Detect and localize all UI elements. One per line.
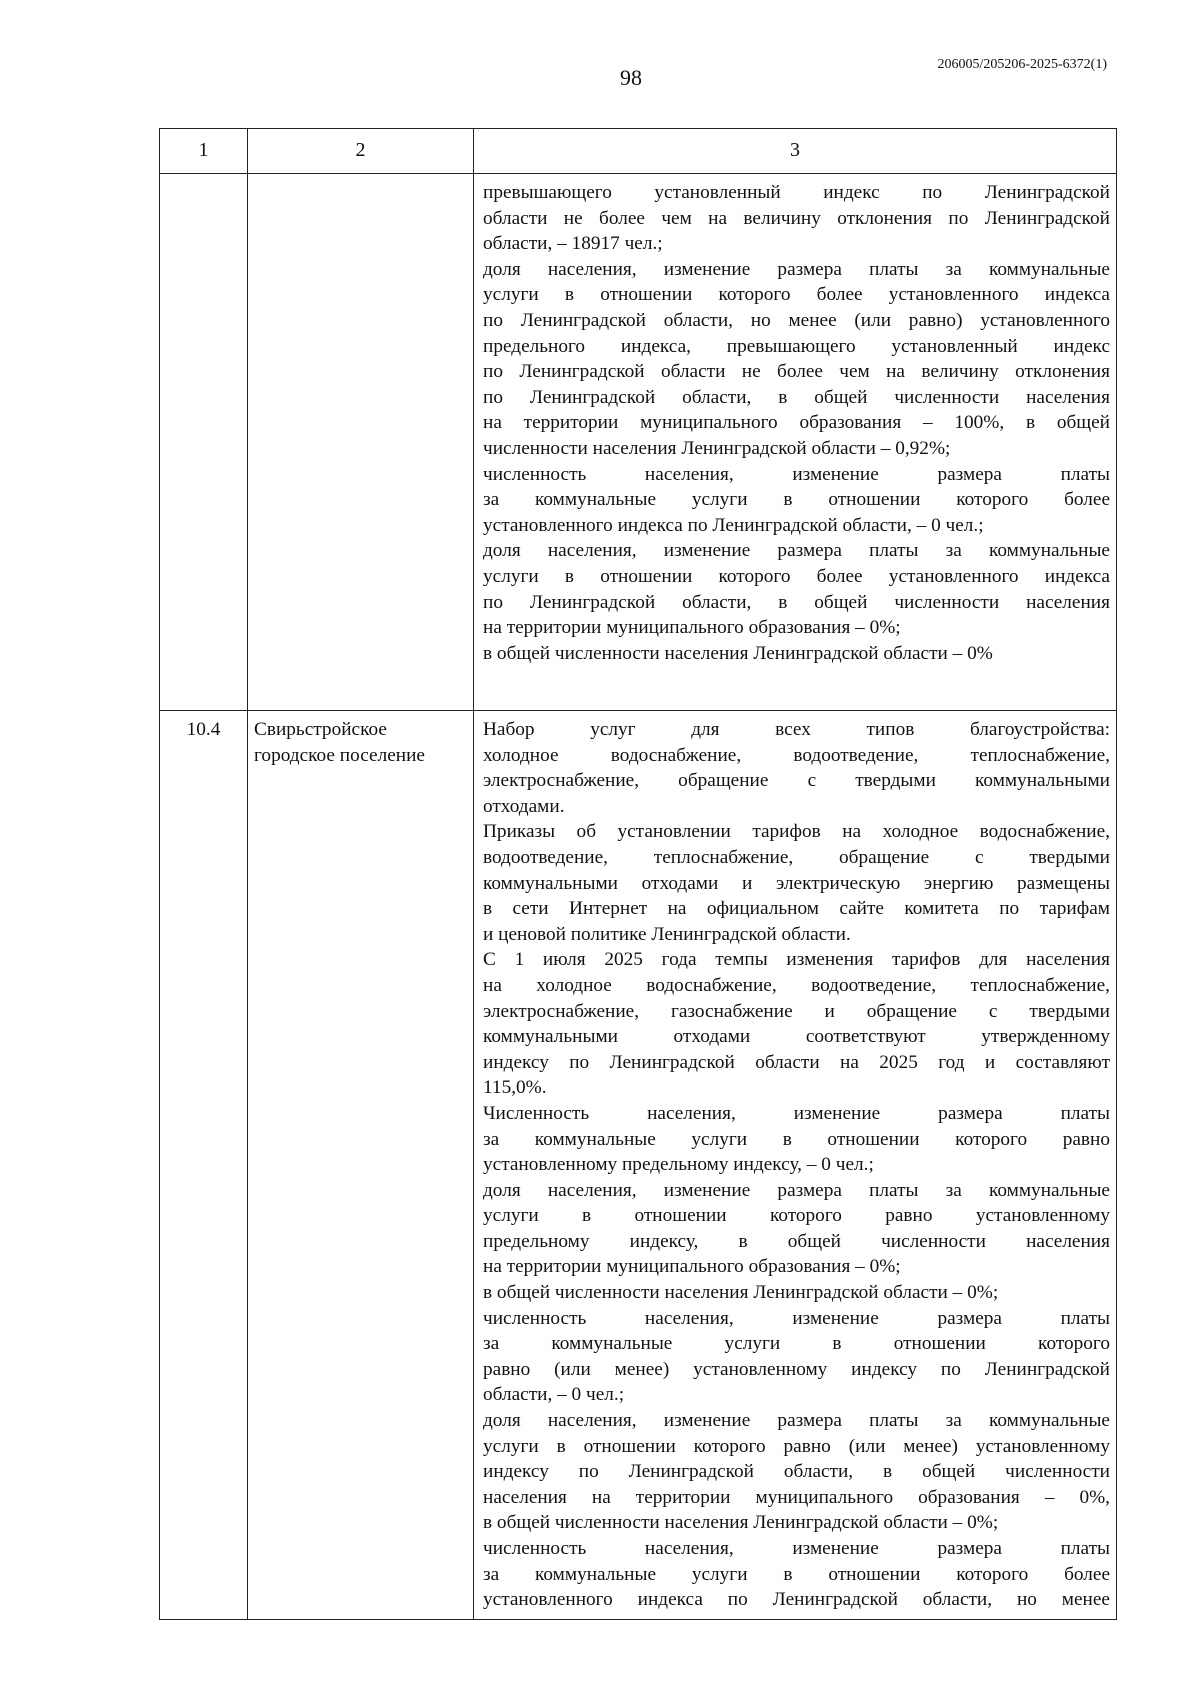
- text-line: С 1 июля 2025 года темпы изменения тарифов для населения: [483, 949, 1110, 971]
- text-line: в общей численности населения Ленинградской области – 0%: [483, 642, 993, 664]
- text-line: численности населения Ленинградской области – 0,92%;: [483, 437, 951, 459]
- row-description: [474, 174, 1117, 711]
- text-line: на территории муниципального образования – 100%, в общей: [483, 412, 1110, 434]
- text-line: услуги в отношении которого более установленного индекса: [483, 284, 1110, 306]
- text-line: предельному индексу, в общей численности населения: [483, 1230, 1110, 1252]
- text-line: водоотведение, теплоснабжение, обращение с твердыми: [483, 846, 1110, 868]
- settlement-name-line: городское поселение: [254, 744, 425, 766]
- text-line: Приказы об установлении тарифов на холодное водоснабжение,: [483, 821, 1110, 843]
- settlement-name-line: Свирьстройское: [254, 719, 387, 740]
- text-line: и ценовой политике Ленинградской области.: [483, 923, 851, 945]
- text-line: индексу по Ленинградской области, в общей численности: [483, 1461, 1110, 1483]
- text-line: численность населения, изменение размера платы: [483, 1538, 1110, 1559]
- text-line: по Ленинградской области, в общей численности населения: [483, 386, 1110, 408]
- text-line: по Ленинградской области не более чем на величину отклонения: [483, 361, 1110, 383]
- settlement-name: [248, 711, 474, 1620]
- document-id: 206005/205206-2025-6372(1): [937, 57, 1107, 72]
- text-line: услуги в отношении которого более установленного индекса: [483, 565, 1110, 587]
- text-line: в общей численности населения Ленинградской области – 0%;: [483, 1282, 999, 1304]
- row-description: [474, 711, 1117, 1620]
- text-line: за коммунальные услуги в отношении которого: [483, 1333, 1110, 1355]
- text-line: доля населения, изменение размера платы за коммунальные: [483, 1179, 1110, 1201]
- text-line: области, – 18917 чел.;: [483, 233, 663, 255]
- text-line: коммунальными отходами и электрическую энергию размещены: [483, 872, 1110, 894]
- text-line: предельного индекса, превышающего установленный индекс: [483, 335, 1110, 357]
- text-line: услуги в отношении которого равно (или менее) установленному: [483, 1435, 1110, 1457]
- text-line: на территории муниципального образования – 0%;: [483, 1256, 901, 1278]
- text-line: отходами.: [483, 795, 565, 817]
- text-line: доля населения, изменение размера платы за коммунальные: [483, 540, 1110, 562]
- text-line: доля населения, изменение размера платы за коммунальные: [483, 1410, 1110, 1432]
- text-line: индексу по Ленинградской области на 2025 год и составляют: [483, 1051, 1110, 1073]
- header-col-2: 2: [248, 129, 474, 174]
- text-line: Набор услуг для всех типов благоустройства:: [483, 719, 1110, 740]
- text-line: 115,0%.: [483, 1077, 547, 1099]
- row-number: [160, 174, 248, 711]
- text-line: коммунальными отходами соответствуют утвержденному: [483, 1026, 1110, 1048]
- settlement-name: [248, 174, 474, 711]
- text-line: численность населения, изменение размера платы: [483, 1307, 1110, 1329]
- tariff-table: [159, 128, 1117, 1620]
- text-line: в сети Интернет на официальном сайте комитета по тарифам: [483, 898, 1110, 920]
- text-line: превышающего установленный индекс по Ленинградской: [483, 182, 1110, 203]
- text-line: численность населения, изменение размера платы: [483, 463, 1110, 485]
- text-line: области не более чем на величину отклонения по Ленинградской: [483, 207, 1110, 229]
- text-line: Численность населения, изменение размера платы: [483, 1102, 1110, 1124]
- text-line: равно (или менее) установленному индексу по Ленинградской: [483, 1358, 1110, 1380]
- text-line: за коммунальные услуги в отношении которого равно: [483, 1128, 1110, 1150]
- text-line: по Ленинградской области, в общей численности населения: [483, 591, 1110, 613]
- text-line: на территории муниципального образования – 0%;: [483, 617, 901, 639]
- text-line: электроснабжение, обращение с твердыми коммунальными: [483, 770, 1110, 792]
- text-line: в общей численности населения Ленинградской области – 0%;: [483, 1512, 999, 1534]
- text-line: населения на территории муниципального образования – 0%,: [483, 1486, 1110, 1508]
- row-number: 10.4: [160, 711, 248, 1620]
- text-line: за коммунальные услуги в отношении которого более: [483, 1563, 1110, 1585]
- text-line: доля населения, изменение размера платы за коммунальные: [483, 258, 1110, 280]
- page-number: 98: [620, 65, 642, 90]
- text-line: холодное водоснабжение, водоотведение, теплоснабжение,: [483, 744, 1110, 766]
- header-col-1: 1: [160, 129, 248, 174]
- text-line: за коммунальные услуги в отношении которого более: [483, 489, 1110, 511]
- text-line: на холодное водоснабжение, водоотведение, теплоснабжение,: [483, 974, 1110, 996]
- text-line: установленному предельному индексу, – 0 чел.;: [483, 1154, 874, 1176]
- table-header-row: [160, 129, 1117, 174]
- table-row: [160, 174, 1117, 711]
- text-line: области, – 0 чел.;: [483, 1384, 625, 1406]
- text-line: электроснабжение, газоснабжение и обращение с твердыми: [483, 1000, 1110, 1022]
- text-line: услуги в отношении которого равно установленному: [483, 1205, 1110, 1227]
- table-row: [160, 711, 1117, 1620]
- text-line: установленного индекса по Ленинградской области, но менее: [483, 1589, 1110, 1611]
- text-line: по Ленинградской области, но менее (или равно) установленного: [483, 309, 1110, 331]
- text-line: установленного индекса по Ленинградской области, – 0 чел.;: [483, 514, 984, 536]
- header-col-3: 3: [474, 129, 1117, 174]
